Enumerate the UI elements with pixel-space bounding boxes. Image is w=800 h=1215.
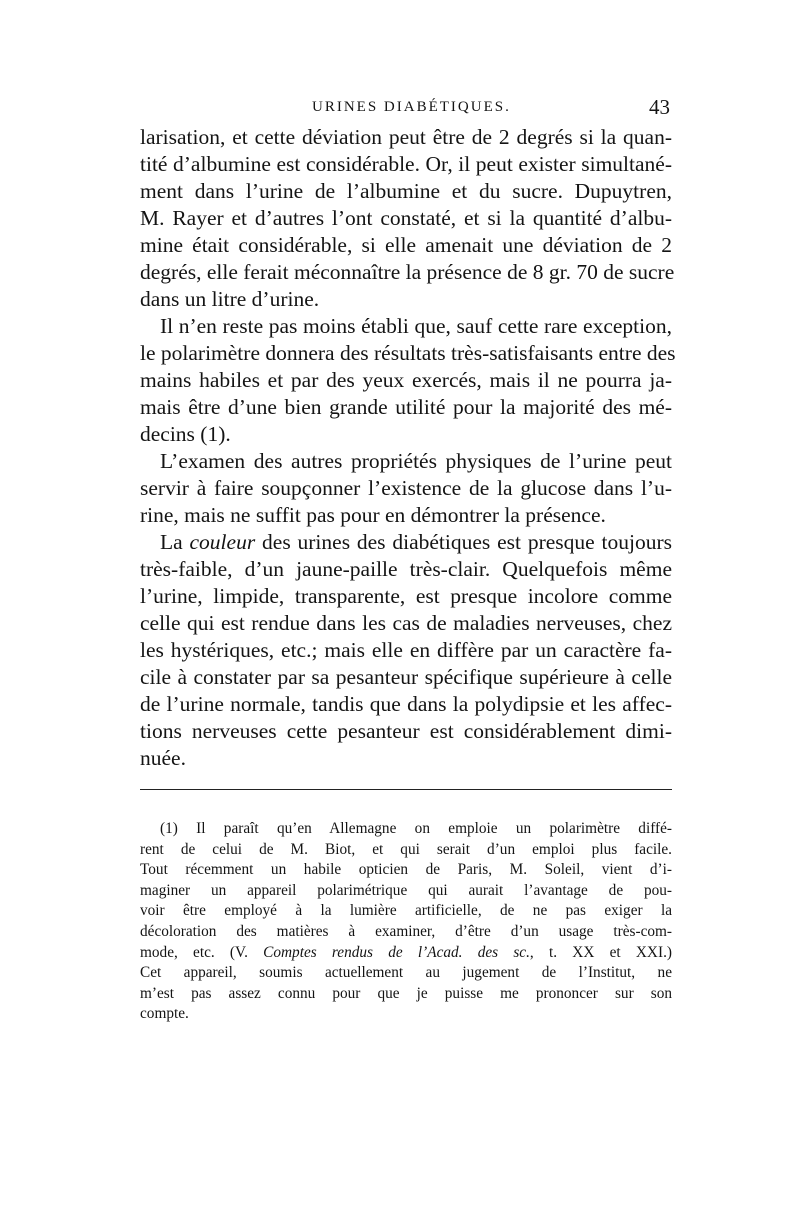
page-header bbox=[140, 95, 670, 123]
footnote-line: voir être employé à la lumière artificielle, de ne pas exiger la bbox=[140, 902, 672, 920]
footnote bbox=[140, 819, 672, 1025]
text-line: servir à faire soupçonner l’existence de la glucose dans l’u- bbox=[140, 476, 672, 500]
text-fragment: La bbox=[160, 530, 190, 554]
text-line: larisation, et cette déviation peut être de 2 degrés si la quan- bbox=[140, 125, 672, 149]
footnote-line: m’est pas assez connu pour que je puisse me prononcer sur son bbox=[140, 984, 672, 1002]
text-line: dans un litre d’urine. bbox=[140, 287, 320, 311]
text-line: les hystériques, etc.; mais elle en diffère par un caractère fa- bbox=[140, 638, 672, 662]
footnote-line: Tout récemment un habile opticien de Paris, M. Soleil, vient d’i- bbox=[140, 861, 672, 879]
text-line: mains habiles et par des yeux exercés, mais il ne pourra ja- bbox=[140, 368, 672, 392]
footnote-separator bbox=[140, 789, 672, 790]
footnote-line: (1) Il paraît qu’en Allemagne on emploie un polarimètre diffé- bbox=[160, 820, 672, 837]
footnote-line: décoloration des matières à examiner, d’être d’un usage très-com- bbox=[140, 922, 672, 940]
footnote-line bbox=[140, 943, 672, 964]
text-line: rine, mais ne suffit pas pour en démontrer la présence. bbox=[140, 503, 606, 527]
text-line: le polarimètre donnera des résultats très-satisfaisants entre des bbox=[140, 341, 676, 365]
page-number: 43 bbox=[649, 95, 670, 119]
italic-citation: Comptes rendus de l’Acad. des sc. bbox=[263, 943, 530, 961]
text-line: Il n’en reste pas moins établi que, sauf cette rare exception, bbox=[160, 314, 672, 338]
text-line: mine était considérable, si elle amenait une déviation de 2 bbox=[140, 233, 672, 257]
footnote-line: rent de celui de M. Biot, et qui serait d’un emploi plus facile. bbox=[140, 840, 672, 858]
text-line: celle qui est rendue dans les cas de maladies nerveuses, chez bbox=[140, 611, 672, 635]
text-line: nuée. bbox=[140, 746, 186, 770]
text-line: ment dans l’urine de l’albumine et du sucre. Dupuytren, bbox=[140, 179, 672, 203]
text-line: très-faible, d’un jaune-paille très-clair. Quelquefois même bbox=[140, 557, 672, 581]
text-fragment: des urines des diabétiques est presque toujours bbox=[255, 530, 672, 554]
text-line: tions nerveuses cette pesanteur est considérablement dimi- bbox=[140, 719, 672, 743]
text-fragment: , t. XX et XXI.) bbox=[529, 943, 672, 961]
text-line bbox=[140, 529, 672, 556]
text-line: de l’urine normale, tandis que dans la polydipsie et les affec- bbox=[140, 692, 672, 716]
running-head: URINES DIABÉTIQUES. bbox=[312, 99, 511, 115]
main-text bbox=[140, 124, 676, 772]
text-line: l’urine, limpide, transparente, est presque incolore comme bbox=[140, 584, 672, 608]
text-line: cile à constater par sa pesanteur spécifique supérieure à celle bbox=[140, 665, 672, 689]
footnote-line: compte. bbox=[140, 1005, 189, 1023]
text-line: M. Rayer et d’autres l’ont constaté, et si la quantité d’albu- bbox=[140, 206, 672, 230]
text-line: L’examen des autres propriétés physiques de l’urine peut bbox=[160, 449, 672, 473]
text-line: degrés, elle ferait méconnaître la présence de 8 gr. 70 de sucre bbox=[140, 260, 675, 284]
footnote-line: maginer un appareil polarimétrique qui aurait l’avantage de pou- bbox=[140, 881, 672, 899]
text-line: mais être d’une bien grande utilité pour la majorité des mé- bbox=[140, 395, 672, 419]
text-fragment: mode, etc. (V. bbox=[140, 943, 264, 961]
text-line: tité d’albumine est considérable. Or, il peut exister simultané- bbox=[140, 152, 672, 176]
text-line: decins (1). bbox=[140, 422, 231, 446]
footnote-line: Cet appareil, soumis actuellement au jugement de l’Institut, ne bbox=[140, 964, 672, 982]
italic-term: couleur bbox=[189, 530, 256, 554]
